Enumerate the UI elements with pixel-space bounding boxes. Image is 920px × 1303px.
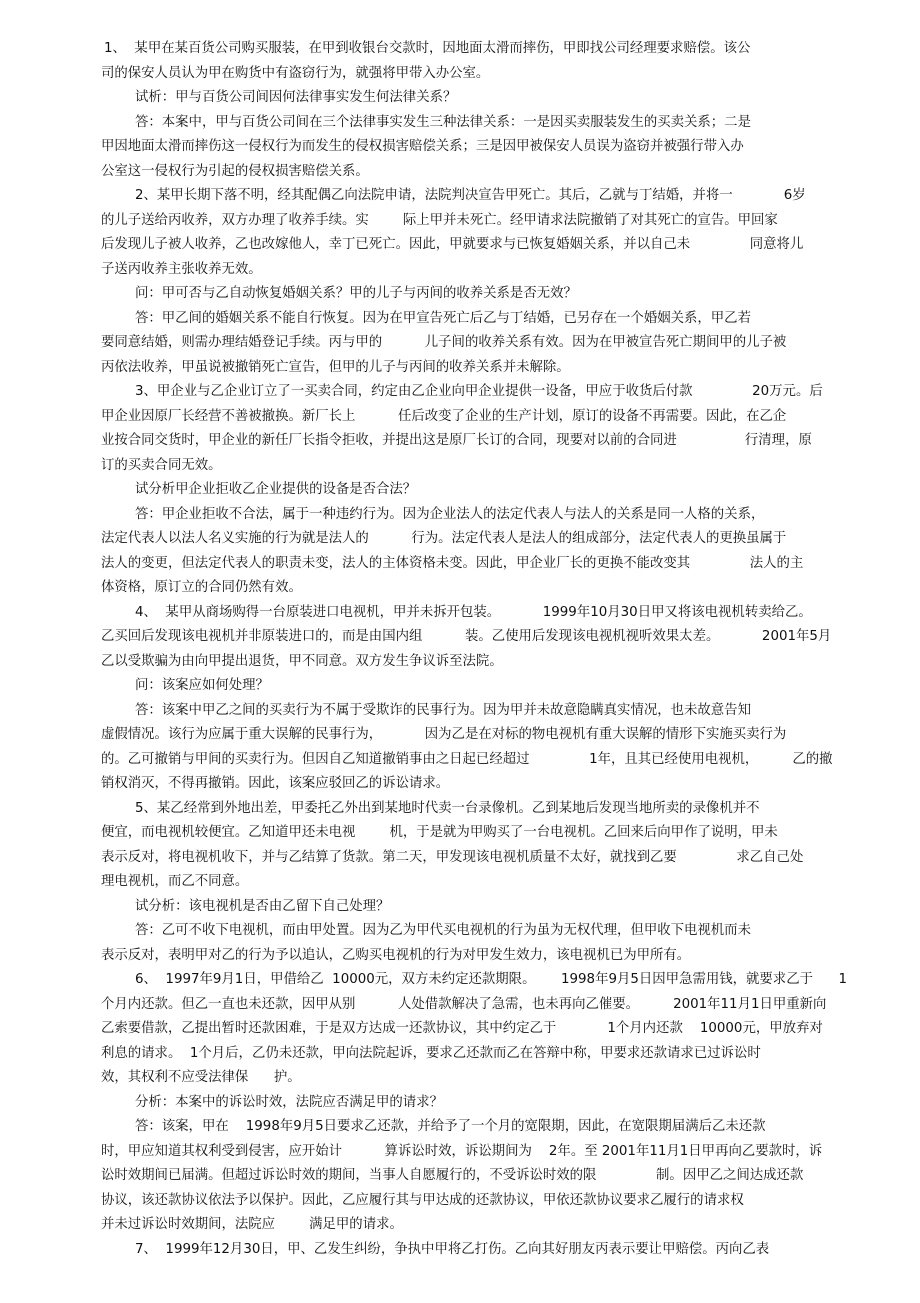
text-line: 7、 1999年12月30日，甲、乙发生纠纷，争执中甲将乙打伤。乙向其好朋友丙表示要让甲赔偿。丙向乙表 <box>135 1242 770 1257</box>
text-line: 子送丙收养主张收养无效。 <box>101 262 262 277</box>
text-line: 分析：本案中的诉讼时效，法院应否满足甲的请求？ <box>135 1095 443 1110</box>
text-line: 答：甲乙间的婚姻关系不能自行恢复。因为在甲宣告死亡后乙与丁结婚，已另存在一个婚姻关系，甲乙若 <box>135 311 751 326</box>
text-line: 订的买卖合同无效。 <box>101 458 222 473</box>
text-line: 乙索要借款，乙提出暂时还款困难，于是双方达成一还款协议，其中约定乙于 1个月内还款 10000元，甲放弃对 <box>101 1021 823 1036</box>
text-line: 试析：甲与百货公司间因何法律事实发生何法律关系？ <box>135 90 457 105</box>
text-line: 公室这一侵权行为引起的侵权损害赔偿关系。 <box>101 164 369 179</box>
text-line: 1、 某甲在某百货公司购买服装，在甲到收银台交款时，因地面太滑而摔伤，甲即找公司经理要求赔偿。该公 <box>104 41 751 56</box>
text-line: 讼时效期间已届满。但超过诉讼时效的期间，当事人自愿履行的，不受诉讼时效的限 制。因甲乙之间达成还款 <box>101 1168 804 1183</box>
text-line: 效，其权利不应受法律保 护。 <box>101 1070 301 1085</box>
text-line: 甲企业因原厂长经营不善被撤换。新厂长上 任后改变了企业的生产计划，原订的设备不再需要。因此，在乙企 <box>101 409 787 424</box>
text-line: 的儿子送给丙收养，双方办理了收养手续。实 际上甲并未死亡。经甲请求法院撤销了对其死亡的宣告。甲回家 <box>101 213 778 228</box>
text-line: 后发现儿子被人收养，乙也改嫁他人，幸丁已死亡。因此，甲就要求与已恢复婚姻关系，并以自己未 同意将儿 <box>101 237 804 252</box>
text-line: 5、某乙经常到外地出差，甲委托乙外出到某地时代卖一台录像机。乙到某地后发现当地所卖的录像机并不 <box>135 801 760 816</box>
text-line: 虚假情况。该行为应属于重大误解的民事行为， 因为乙是在对标的物电视机有重大误解的情形下实施买卖行为 <box>101 727 787 742</box>
text-line: 乙以受欺骗为由向甲提出退货，甲不同意。双方发生争议诉至法院。 <box>101 654 503 669</box>
text-line: 问：该案应如何处理？ <box>135 678 269 693</box>
text-line: 要同意结婚，则需办理结婚登记手续。丙与甲的 儿子间的收养关系有效。因为在甲被宣告死亡期间甲的儿子被 <box>101 335 787 350</box>
text-line: 答：该案中甲乙之间的买卖行为不属于受欺诈的民事行为。因为甲并未故意隐瞒真实情况，也未故意告知 <box>135 703 751 718</box>
text-line: 试分析甲企业拒收乙企业提供的设备是否合法？ <box>135 482 417 497</box>
text-line: 业按合同交货时，甲企业的新任厂长指令拒收，并提出这是原厂长订的合同，现要对以前的合同进 行清理，原 <box>101 433 812 448</box>
text-line: 答：该案，甲在 1998年9月5日要求乙还款，并给予了一个月的宽限期，因此，在宽限期届满后乙未还款 <box>135 1119 766 1134</box>
text-line: 6、 1997年9月1日，甲借给乙 10000元，双方未约定还款期限。 1998年9月5日因甲急需用钱，就要求乙于 1 <box>135 972 848 987</box>
text-line: 4、 某甲从商场购得一台原装进口电视机，甲并未拆开包装。 1999年10月30日甲又将该电视机转卖给乙。 <box>135 605 812 620</box>
text-line: 协议，该还款协议依法予以保护。因此，乙应履行其与甲达成的还款协议，甲依还款协议要求乙履行的请求权 <box>101 1193 744 1208</box>
text-line: 2、某甲长期下落不明，经其配偶乙向法院申请，法院判决宣告甲死亡。其后，乙就与丁结婚，并将一 6岁 <box>135 188 806 203</box>
text-line: 个月内还款。但乙一直也未还款，因甲从别 人处借款解决了急需，也未再向乙催要。 2001年11月1日甲重新向 <box>101 997 827 1012</box>
text-line: 试分析：该电视机是否由乙留下自己处理？ <box>135 899 390 914</box>
text-line: 利息的请求。 1个月后，乙仍未还款，甲向法院起诉，要求乙还款而乙在答辩中称，甲要求还款请求已过诉讼时 <box>101 1046 761 1061</box>
text-line: 司的保安人员认为甲在购货中有盗窃行为，就强将甲带入办公室。 <box>101 66 490 81</box>
text-line: 甲因地面太滑而摔伤这一侵权行为而发生的侵权损害赔偿关系；三是因甲被保安人员误为盗窃并被强行带入办 <box>101 139 744 154</box>
text-line: 并未过诉讼时效期间，法院应 满足甲的请求。 <box>101 1217 403 1232</box>
text-line: 法人的变更，但法定代表人的职责未变，法人的主体资格未变。因此，甲企业厂长的更换不能改变其 法人的主 <box>101 556 804 571</box>
text-line: 时，甲应知道其权利受到侵害，应开始计 算诉讼时效，诉讼期间为 2年。至 2001年11月1日甲再向乙要款时，诉 <box>101 1144 823 1159</box>
text-line: 表示反对，表明甲对乙的行为予以追认，乙购买电视机的行为对甲发生效力，该电视机已为甲所有。 <box>101 948 691 963</box>
text-line: 问：甲可否与乙自动恢复婚姻关系？甲的儿子与丙间的收养关系是否无效？ <box>135 286 577 301</box>
text-line: 便宜，而电视机较便宜。乙知道甲还未电视 机，于是就为甲购买了一台电视机。乙回来后向甲作了说明，甲未 <box>101 825 778 840</box>
text-line: 表示反对，将电视机收下，并与乙结算了货款。第二天，甲发现该电视机质量不太好，就找到乙要 求乙自己处 <box>101 850 804 865</box>
text-line: 丙依法收养，甲虽说被撤销死亡宣告，但甲的儿子与丙间的收养关系并未解除。 <box>101 360 570 375</box>
text-line: 答：本案中，甲与百货公司间在三个法律事实发生三种法律关系：一是因买卖服装发生的买卖关系；二是 <box>135 115 751 130</box>
text-line: 体资格，原订立的合同仍然有效。 <box>101 580 302 595</box>
text-line: 法定代表人以法人名义实施的行为就是法人的 行为。法定代表人是法人的组成部分，法定代表人的更换虽属于 <box>101 531 787 546</box>
text-line: 的。乙可撤销与甲间的买卖行为。但因自乙知道撤销事由之日起已经超过 1年，且其已经使用电视机， 乙的撤 <box>101 752 833 767</box>
text-line: 3、甲企业与乙企业订立了一买卖合同，约定由乙企业向甲企业提供一设备，甲应于收货后付款 20万元。后 <box>135 384 823 399</box>
text-line: 答：乙可不收下电视机，而由甲处置。因为乙为甲代买电视机的行为虽为无权代理，但甲收下电视机而未 <box>135 923 751 938</box>
text-line: 销权消灭，不得再撤销。因此，该案应驳回乙的诉讼请求。 <box>101 776 450 791</box>
text-line: 乙买回后发现该电视机并非原装进口的，而是由国内组 装。乙使用后发现该电视机视听效果太差。 2001年5月 <box>101 629 832 644</box>
text-line: 理电视机，而乙不同意。 <box>101 874 249 889</box>
text-line: 答：甲企业拒收不合法，属于一种违约行为。因为企业法人的法定代表人与法人的关系是同一人格的关系， <box>135 507 765 522</box>
